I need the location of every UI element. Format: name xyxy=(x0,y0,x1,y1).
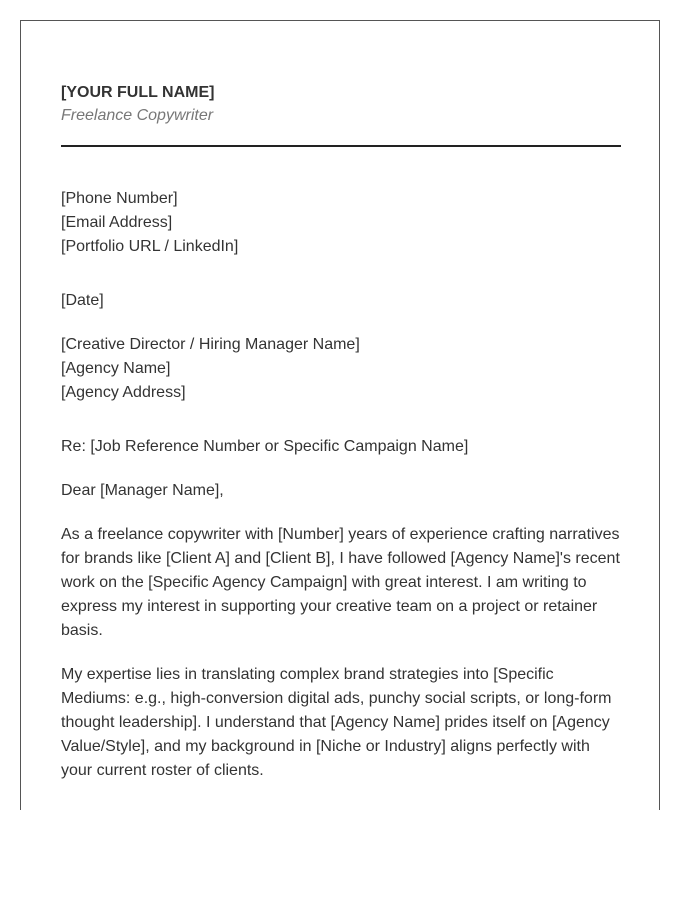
letter-content xyxy=(61,83,621,783)
recipient-block xyxy=(61,333,621,405)
portfolio-url: [Portfolio URL / LinkedIn] xyxy=(61,238,239,255)
sender-name: [YOUR FULL NAME] xyxy=(61,84,215,101)
header-divider xyxy=(61,145,621,147)
salutation-block xyxy=(61,479,621,503)
recipient-name: [Creative Director / Hiring Manager Name] xyxy=(61,336,360,353)
re-block xyxy=(61,435,621,459)
email-address: [Email Address] xyxy=(61,214,173,231)
date-block xyxy=(61,289,621,313)
contact-block xyxy=(61,187,621,259)
body-paragraph: As a freelance copywriter with [Number] years of experience crafting narratives for brands like [Client A] and [Client B], I have followed [Agency Name]'s recent work on the [Specific Agency Campaign] with great interest. I am writing to express my interest in supporting your creative team on a project or retainer basis. xyxy=(61,526,620,639)
letter-date: [Date] xyxy=(61,292,104,309)
re-line: Re: [Job Reference Number or Specific Campaign Name] xyxy=(61,438,469,455)
body-paragraph: My expertise lies in translating complex brand strategies into [Specific Mediums: e.g., high-conversion digital ads, punchy social scripts, or long-form thought leadership]. I understand that [Agency Name] prides itself on [Agency Value/Style], and my background in [Niche or Industry] aligns perfectly with your current roster of clients. xyxy=(61,666,612,779)
salutation: Dear [Manager Name], xyxy=(61,482,224,499)
sender-title: Freelance Copywriter xyxy=(61,107,214,124)
recipient-address: [Agency Address] xyxy=(61,384,186,401)
recipient-agency: [Agency Name] xyxy=(61,360,171,377)
letter-page xyxy=(20,20,660,810)
phone-number: [Phone Number] xyxy=(61,190,178,207)
